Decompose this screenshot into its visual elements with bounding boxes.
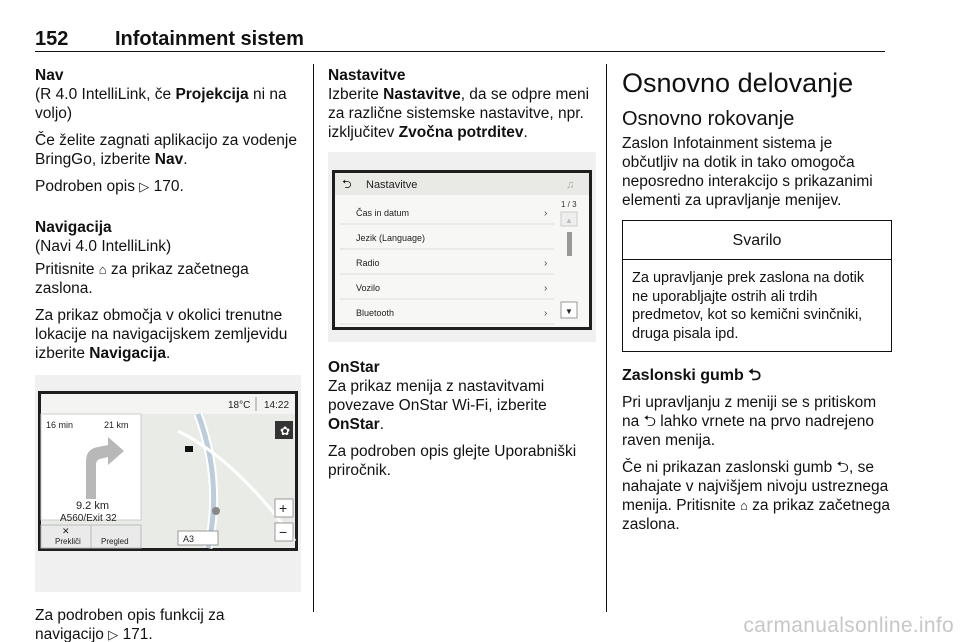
svg-text:+: + [279, 500, 288, 516]
column-divider [313, 64, 314, 612]
home-icon: ⌂ [740, 498, 748, 513]
watermark: carmanualsonline.info [743, 614, 954, 637]
back-icon: ⮌ [342, 177, 352, 191]
settings-screen-image [328, 152, 596, 342]
navigation-map-screen [38, 391, 298, 551]
warning-text: Za upravlјanje prek zaslona na dotik ne uporablјajte ostrih ali trdih predmetov, kot so kemični svinčniki, druga pisala ipd. [632, 270, 865, 342]
route-distance: 21 km [104, 420, 129, 430]
navigation-screen-image [35, 375, 301, 592]
temperature-label: 18°C [228, 400, 251, 411]
svg-text:✿: ✿ [280, 424, 291, 438]
paragraph: Za podroben opis funkcij za navigacijo ▷ 171. [35, 607, 225, 642]
chevron-right-icon: › [544, 283, 548, 294]
page-header [35, 28, 885, 52]
section-heading-onstar: OnStar [328, 359, 380, 376]
chevron-right-icon: › [544, 258, 548, 269]
chevron-right-icon: › [544, 208, 548, 219]
paragraph: (R 4.0 IntelliLink, če Projekcija ni na volјo) [35, 86, 287, 122]
settings-menu-item[interactable]: Vozilo [356, 283, 381, 293]
svg-text:▲: ▲ [565, 216, 573, 225]
page-reference-icon: ▷ [108, 627, 119, 642]
settings-title: Nastavitve [366, 179, 418, 191]
warning-title: Svarilo [623, 221, 891, 260]
overview-button: Pregled [101, 537, 129, 546]
turn-distance: 9.2 km [76, 500, 110, 512]
svg-text:✕: ✕ [62, 526, 70, 536]
paragraph: (Navi 4.0 IntelliLink) [35, 238, 172, 255]
exit-label: A560/Exit 32 [60, 513, 117, 524]
section-heading-navigacija: Navigacija [35, 219, 112, 236]
section-heading-nastavitve: Nastavitve [328, 67, 406, 84]
warning-box [622, 220, 892, 352]
page-number: 152 [35, 28, 69, 50]
paragraph: Zaslon Infotainment sistema je občutlјiv na dotik in tako omogoča neposredno interakcijo s prikazanimi elementi za upravlјanje menijev. [622, 135, 873, 209]
settings-menu-item[interactable]: Radio [356, 258, 380, 268]
paragraph: Za podroben opis glejte Uporabniški priročnik. [328, 443, 577, 479]
settings-menu-item[interactable]: Bluetooth [356, 308, 395, 318]
paragraph: Izberite Nastavitve, da se odpre meni za različne sistemske nastavitve, npr. izklјučitev Zvočna potrditev. [328, 86, 590, 141]
section-heading: Osnovno rokovanje [622, 108, 795, 130]
paragraph: Pritisnite ⌂ za prikaz začetnega zaslona. [35, 261, 249, 297]
cancel-button: Prekliči [55, 537, 81, 546]
section-heading-nav: Nav [35, 67, 64, 84]
settings-menu-screen [332, 170, 592, 330]
svg-text:−: − [279, 524, 288, 540]
route-time: 16 min [46, 420, 74, 430]
clock-label: 14:22 [264, 400, 290, 411]
music-icon: ♫ [566, 179, 575, 191]
back-arrow-icon: ⮌ [836, 459, 849, 476]
column-divider [606, 64, 607, 612]
page-indicator: 1 / 3 [561, 200, 577, 209]
chevron-right-icon: › [544, 308, 548, 319]
road-label: A3 [183, 534, 195, 544]
settings-menu-item[interactable]: Čas in datum [356, 208, 410, 218]
chapter-heading: Osnovno delovanje [622, 68, 854, 98]
home-icon: ⌂ [98, 262, 107, 277]
subsection-heading: Zaslonski gumb ⮌ [622, 367, 762, 384]
page-title: Infotainment sistem [115, 28, 304, 50]
page-reference-icon: ▷ [139, 179, 150, 194]
column-right [622, 66, 892, 542]
paragraph: Za prikaz območja v okolici trenutne lokacije na navigacijskem zemljevidu izberite Navigacija. [35, 307, 288, 362]
paragraph: Če želite zagnati aplikacijo za vodenje BringGo, izberite Nav. [35, 132, 297, 168]
column-left [35, 66, 297, 642]
back-arrow-icon: ⮌ [643, 413, 656, 430]
settings-menu-item[interactable]: Jezik (Language) [356, 233, 426, 243]
svg-text:▼: ▼ [565, 307, 573, 316]
paragraph: Podroben opis ▷ 170. [35, 178, 184, 195]
paragraph: Pri upravlјanju z meniji se s pritiskom na ⮌ lahko vrnete na prvo nadrejeno raven menija. [622, 394, 877, 449]
paragraph: Če ni prikazan zaslonski gumb ⮌, se nahajate v najvišjem nivoju ustreznega menija. Pritisnite ⌂ za prikaz začetnega zaslona. [622, 459, 891, 533]
column-middle [328, 66, 596, 488]
paragraph: Za prikaz menija z nastavitvami povezave OnStar Wi-Fi, izberite OnStar. [328, 378, 547, 433]
back-arrow-icon: ⮌ [748, 367, 762, 384]
